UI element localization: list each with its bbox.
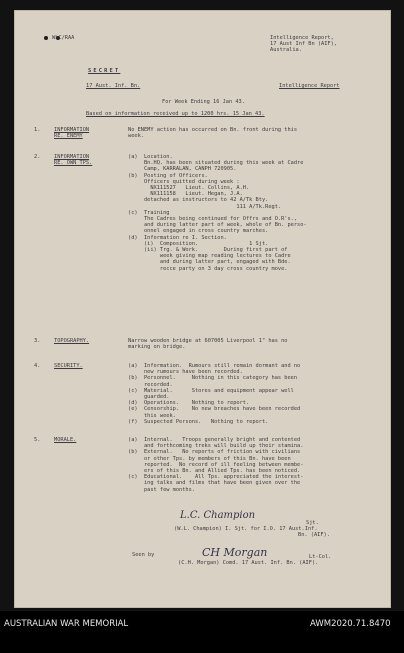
body-line: week. [128,133,144,140]
section-1-title: RE. ENEMY [54,133,83,139]
body-line: 111 A/Tk.Regt. [128,203,282,210]
unit-line: 17 Aust. Inf. Bn. [86,83,141,89]
report-label: Intelligence Report [279,83,340,89]
footer-accession-number: AWM2020.71.8470 [310,619,391,629]
body-line: guarded. [128,394,170,401]
body-line: reported. No record of ill feeling between membe- [128,461,304,468]
body-line: NX111158 Lieut. Hegan, J.A. [128,191,243,198]
section-1-body [128,127,297,139]
morgan-signature: CH Morgan [202,546,268,559]
body-line: (b) Personnel. Nothing in this category has been [128,375,298,382]
section-1-number: 1. [34,127,41,133]
body-line: Bn.HQ. has been situated during this week at Cadre [128,160,304,167]
body-line: (ii) Trg. & Work. During first part of [128,247,288,254]
archive-footer [0,611,404,653]
body-line: this week. [128,412,176,419]
body-line: ers of this Bn. and Allied Tps. has been noticed. [128,468,301,475]
body-line: and forthcoming treks will build up their stamina. [128,443,304,450]
body-line: recorded. [128,381,173,388]
body-line: Narrow wooden bridge at 607005 Liverpool 1" has no [128,338,288,344]
body-line: and during latter part of week, whole of Bn. perso- [128,222,307,229]
section-5-title: MORALE. [54,437,77,443]
body-line: (d) Information re I. Section. [128,234,227,241]
body-line: week giving map reading lectures to Cadre [128,253,291,260]
body-line: new rumours have been recorded. [128,369,243,376]
body-line: (c) Educational. All Tps. appreciated the interest- [128,474,304,481]
section-5-body [128,437,303,493]
header-right-1: Intelligence Report, [270,35,334,41]
punch-hole [44,36,48,40]
body-line: recce party on 3 day cross country move. [128,265,288,272]
section-4-title: SECURITY. [54,363,83,369]
body-line: past few months. [128,486,195,493]
body-line: or other Tps. by members of this Bn. have been [128,455,291,462]
body-line: (b) External. No reports of friction with civilians [128,449,301,456]
section-1-title: INFORMATION [54,127,90,133]
section-4-number: 4. [34,363,41,369]
body-line: (f) Suspected Persons. Nothing to report. [128,418,269,425]
champion-signature: L.C. Champion [180,510,256,521]
body-line: ing talks and films that have been given over the [128,480,301,487]
body-line: (c) Material. Stores and equipment appear well [128,387,294,394]
body-line: The Cadres being continued for Offrs and O.R's., [128,216,298,223]
section-2-title: RE. OWN TPS. [54,160,93,166]
section-5-number: 5. [34,437,41,443]
body-line: onnel engaged in cross country marches. [128,228,269,235]
body-line: (i) Composition. 1 Sjt. [128,240,269,247]
sig1-name: (W.L. Champion) I. Sjt. for I.O. 17 Aust.Inf. [174,526,318,532]
body-line: marking on bridge. [128,344,186,351]
body-line: (d) Operations. Nothing to report. [128,400,250,407]
body-line: Officers quitted during week : [128,178,240,185]
body-line: (b) Posting of Officers. [128,172,208,179]
week-ending-line: For Week Ending 16 Jan 43. [162,99,245,105]
document-page [14,10,391,608]
header-right-2: 17 Aust Inf Bn (AIF), [270,41,337,47]
section-3-number: 3. [34,338,41,344]
based-on-line: Based on information received up to 1200 hrs. 15 Jan 43. [86,111,265,117]
classification-heading: SECRET [88,68,121,74]
body-line: (a) Information. Rumours still remain dormant and no [128,363,301,369]
section-2-number: 2. [34,154,41,160]
section-3-title: TOPOGRAPHY. [54,338,90,344]
body-line: (c) Training [128,209,170,216]
body-line: and during latter part, engaged with Bde. [128,259,291,266]
sig1-unit: Bn. (AIF). [298,532,330,538]
body-line: NX111527 Lieut. Collins, A.H. [128,185,250,192]
section-2-title: INFORMATION [54,154,90,160]
footer-institution: AUSTRALIAN WAR MEMORIAL [4,619,129,629]
body-line: No ENEMY action has occurred on Bn. front during this [128,127,298,133]
reference-code: WLC/RAA [52,35,75,41]
section-4-body [128,363,300,425]
sig2-name: (C.H. Morgan) Comd. 17 Aust. Inf. Bn. (AIF). [178,560,319,566]
body-line: detached as instructors to 42 A/Tk Bty. [128,197,269,204]
section-2-body [128,154,307,272]
body-line: Camp, KARRALAN, CANPH 720905. [128,166,237,173]
seen-by-label: Seen by [132,552,155,558]
body-line: (a) Internal. Troops generally bright and contented [128,437,301,443]
sig1-rank: Sjt. [306,520,319,526]
section-3-body [128,338,287,350]
sig2-rank: Lt-Col. [309,554,332,560]
body-line: (e) Censorship. No new breaches have been recorded [128,406,301,413]
body-line: (a) Location. [128,154,173,160]
header-right-3: Australia. [270,47,302,53]
